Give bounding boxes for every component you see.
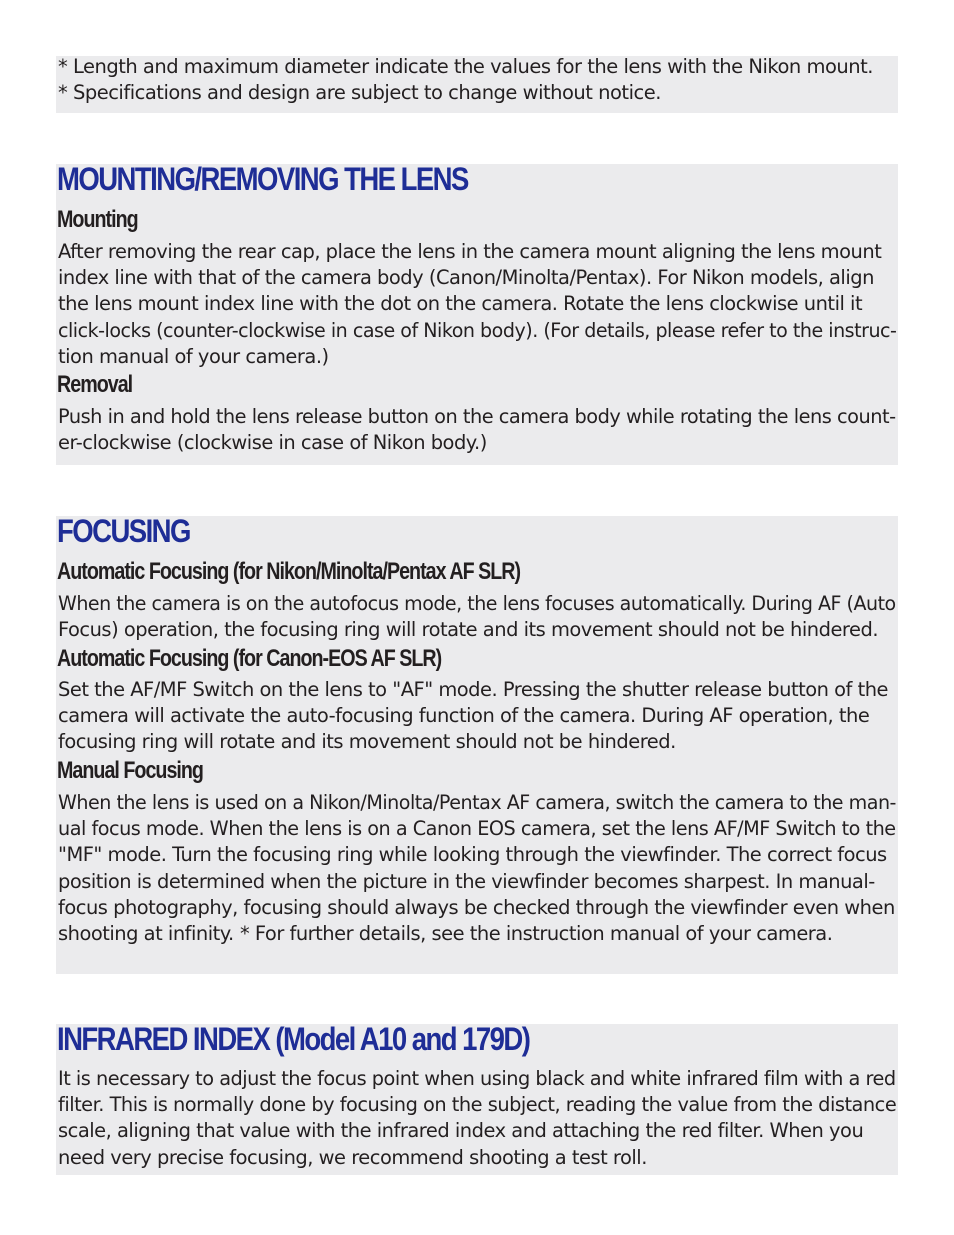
text-line: "MF" mode. Turn the focusing ring while looking through the viewfinder. The correct focus xyxy=(58,843,887,867)
text-line: position is determined when the picture in the viewfinder becomes sharpest. In manual- xyxy=(58,869,875,893)
text-line: focus photography, focusing should always be checked through the viewfinder even when xyxy=(58,895,895,919)
text-line: er-clockwise (clockwise in case of Nikon body.) xyxy=(58,431,487,455)
subsection-heading: Automatic Focusing (for Canon-EOS AF SLR) xyxy=(57,645,442,672)
section-title: FOCUSING xyxy=(57,513,190,549)
text-line: click-locks (counter-clockwise in case of Nikon body). (For details, please refer to the instruc- xyxy=(58,318,897,342)
text-line: When the camera is on the autofocus mode, the lens focuses automatically. During AF (Auto xyxy=(58,592,896,615)
text-line: Set the AF/MF Switch on the lens to "AF" mode. Pressing the shutter release button of the xyxy=(58,678,889,701)
text-line: shooting at infinity. xyxy=(58,922,234,946)
infrared-section xyxy=(56,1021,898,1175)
text-line: * For further details, see the instruction manual of your camera. xyxy=(239,922,833,946)
infrared-paragraph xyxy=(58,1066,898,1171)
auto-nikon-paragraph xyxy=(58,591,898,643)
removal-paragraph xyxy=(58,404,898,456)
mounting-paragraph xyxy=(58,239,898,370)
text-line: tion manual of your camera.) xyxy=(58,344,329,368)
mounting-section xyxy=(56,161,898,465)
spec-note: * Specifications and design are subject to change without notice. xyxy=(58,81,661,104)
section-title: INFRARED INDEX (Model A10 and 179D) xyxy=(57,1021,530,1057)
text-line: scale, aligning that value with the infrared index and attaching the red filter. When you xyxy=(58,1119,864,1143)
text-line: focusing ring will rotate and its movement should not be hindered. xyxy=(58,730,676,754)
text-line: After removing the rear cap, place the lens in the camera mount aligning the lens mount xyxy=(58,240,882,263)
text-line: filter. This is normally done by focusing on the subject, reading the value from the distance xyxy=(58,1093,897,1117)
subsection-heading: Mounting xyxy=(57,206,138,233)
text-line: When the lens is used on a Nikon/Minolta/Pentax AF camera, switch the camera to the man- xyxy=(58,791,896,814)
text-line: Focus) operation, the focusing ring will rotate and its movement should not be hindered. xyxy=(58,618,879,642)
text-line: need very precise focusing, we recommend shooting a test roll. xyxy=(58,1145,647,1169)
subsection-heading: Removal xyxy=(57,371,133,398)
text-line: the lens mount index line with the dot on the camera. Rotate the lens clockwise until it xyxy=(58,292,863,316)
text-line: index line with that of the camera body (Canon/Minolta/Pentax). For Nikon models, align xyxy=(58,266,874,290)
auto-canon-paragraph xyxy=(58,677,898,756)
text-line: ual focus mode. When the lens is on a Canon EOS camera, set the lens AF/MF Switch to the xyxy=(58,817,896,841)
text-line: camera will activate the auto-focusing function of the camera. During AF operation, the xyxy=(58,704,870,728)
focusing-section xyxy=(56,513,898,974)
spec-note: * Length and maximum diameter indicate the values for the lens with the Nikon mount. xyxy=(58,55,873,78)
text-line: It is necessary to adjust the focus point when using black and white infrared film with a red xyxy=(58,1067,896,1090)
spec-notes-panel xyxy=(56,56,898,113)
subsection-heading: Automatic Focusing (for Nikon/Minolta/Pentax AF SLR) xyxy=(57,558,521,585)
section-title: MOUNTING/REMOVING THE LENS xyxy=(57,161,468,197)
subsection-heading: Manual Focusing xyxy=(57,757,203,784)
manual-focus-paragraph xyxy=(58,790,898,947)
text-line: Push in and hold the lens release button on the camera body while rotating the lens count- xyxy=(58,405,896,428)
